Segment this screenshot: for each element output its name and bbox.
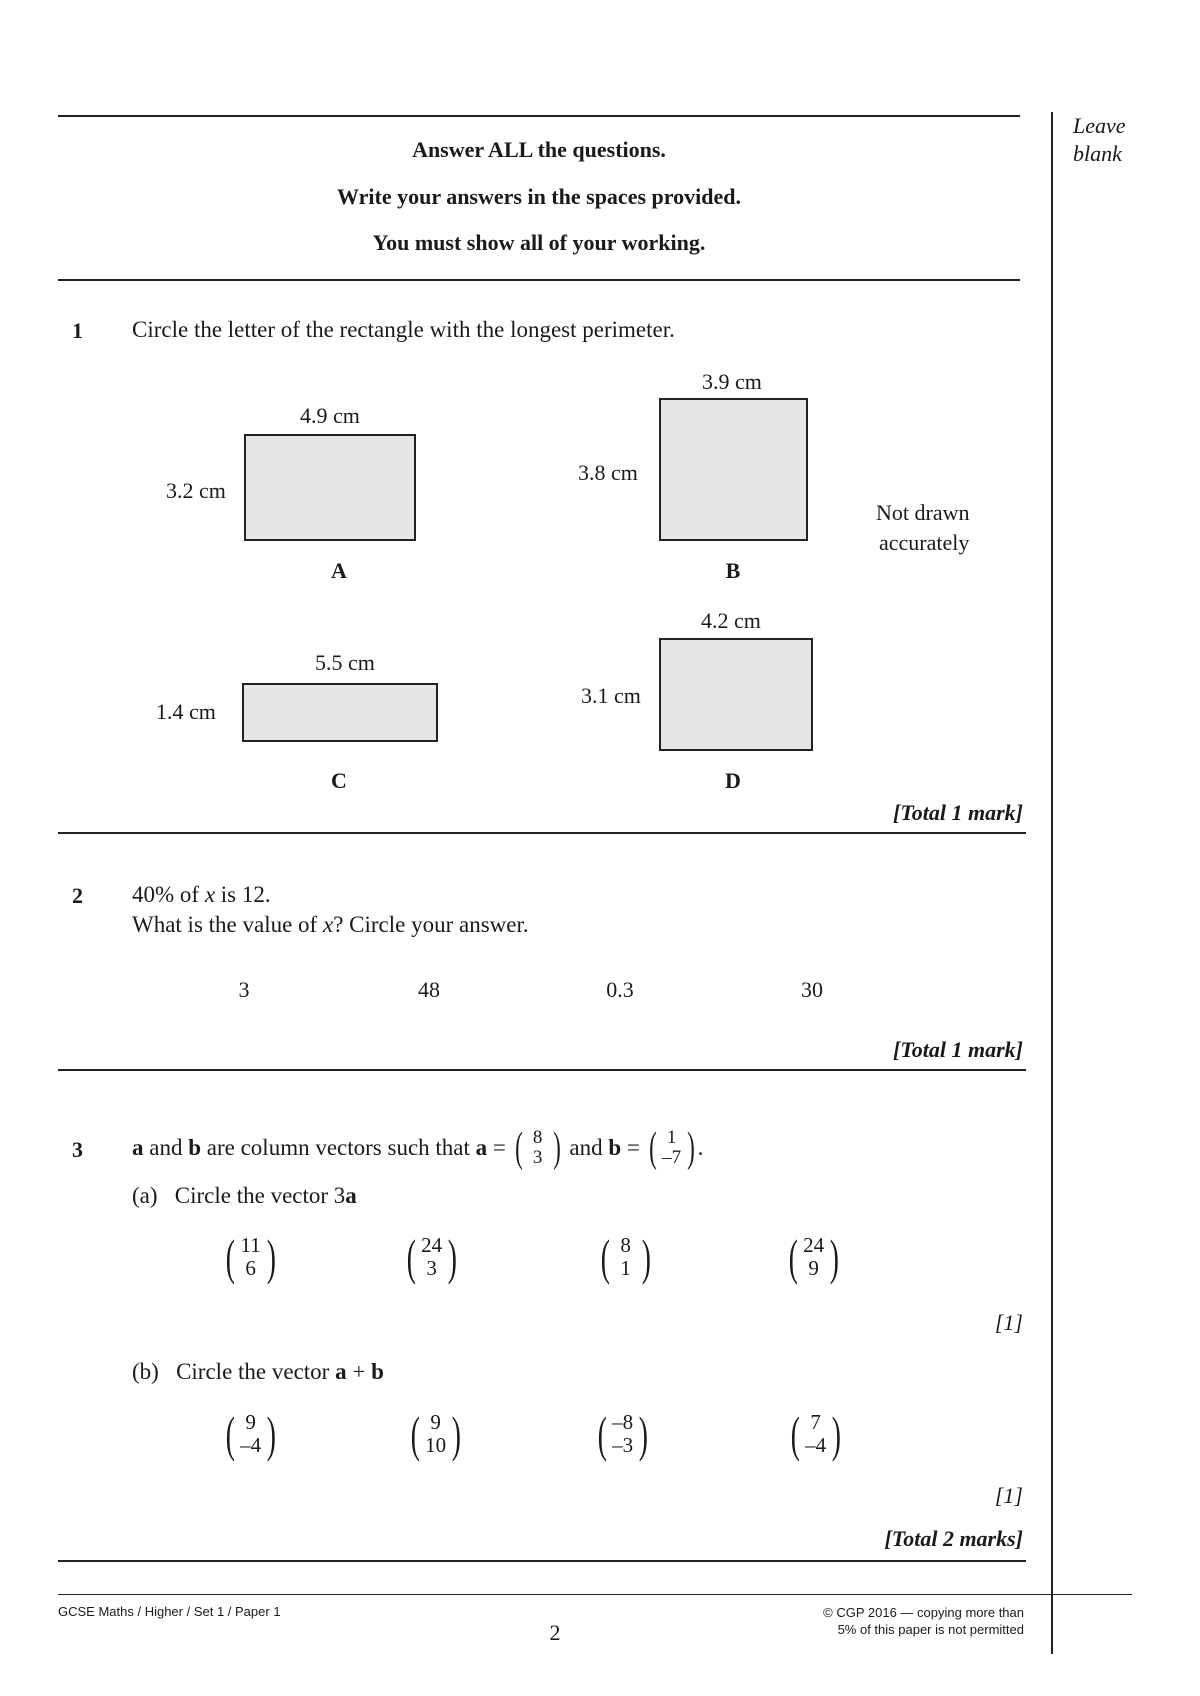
rect-d-width: 4.2 cm bbox=[701, 608, 761, 633]
instruction-2: Write your answers in the spaces provided. bbox=[337, 184, 741, 209]
top-rule bbox=[58, 115, 1020, 117]
footer-copyright bbox=[823, 1604, 1024, 1638]
left-paren-icon: ( bbox=[788, 1229, 798, 1285]
q3b-bold-a: a bbox=[335, 1359, 347, 1384]
vector-top: 7 bbox=[810, 1410, 821, 1434]
rect-a-width: 4.9 cm bbox=[300, 403, 360, 428]
rect-c[interactable] bbox=[242, 683, 438, 742]
q3b-prompt: Circle the vector bbox=[176, 1359, 336, 1384]
q3-period: . bbox=[697, 1135, 704, 1160]
q1-bottom-rule bbox=[58, 832, 1026, 834]
q3b-option-4[interactable] bbox=[787, 1406, 844, 1462]
rect-c-width: 5.5 cm bbox=[315, 650, 375, 675]
q3-eq-1: = bbox=[487, 1135, 512, 1160]
q3b-option-1[interactable] bbox=[222, 1406, 279, 1462]
vector-b-top: 1 bbox=[666, 1127, 677, 1148]
footer-copyright-line2: 5% of this paper is not permitted bbox=[837, 1622, 1024, 1637]
vector-a-bottom: 3 bbox=[532, 1147, 543, 1168]
instruction-3: You must show all of your working. bbox=[372, 230, 706, 255]
rect-d-letter[interactable]: D bbox=[725, 768, 741, 793]
vector-bottom: –3 bbox=[612, 1433, 634, 1457]
q3-number: 3 bbox=[72, 1137, 83, 1162]
instructions-bottom-rule bbox=[58, 279, 1020, 281]
right-paren-icon: ) bbox=[641, 1229, 651, 1285]
left-paren-icon: ( bbox=[600, 1229, 610, 1285]
q3b-text bbox=[132, 1357, 384, 1387]
q2-bottom-rule bbox=[58, 1069, 1026, 1071]
vector-top: 11 bbox=[240, 1233, 261, 1257]
q3a-option-2[interactable] bbox=[403, 1229, 460, 1285]
footer-copyright-line1: © CGP 2016 — copying more than bbox=[823, 1605, 1024, 1620]
left-paren-icon: ( bbox=[410, 1406, 420, 1462]
vector-top: 8 bbox=[620, 1233, 631, 1257]
vector-top: 9 bbox=[430, 1410, 441, 1434]
vector-top: 24 bbox=[421, 1233, 443, 1257]
vector-bottom: 10 bbox=[425, 1433, 447, 1457]
margin-rule bbox=[1051, 112, 1053, 1654]
q2-line1-post: is 12. bbox=[215, 882, 271, 907]
vector-b bbox=[646, 1127, 698, 1169]
q2-var-x2: x bbox=[322, 912, 334, 937]
instruction-1: Answer ALL the questions. bbox=[412, 137, 666, 162]
q3b-option-3[interactable] bbox=[594, 1406, 651, 1462]
vector-b-bottom: –7 bbox=[662, 1147, 682, 1168]
q2-line2-post: ? Circle your answer. bbox=[333, 912, 529, 937]
q3b-bold-b: b bbox=[371, 1359, 384, 1384]
rect-b-width: 3.9 cm bbox=[702, 369, 762, 394]
vector-bottom: –4 bbox=[805, 1433, 827, 1457]
q3b-option-2[interactable] bbox=[407, 1406, 464, 1462]
q3a-prompt: Circle the vector 3 bbox=[174, 1183, 346, 1208]
left-paren-icon: ( bbox=[597, 1406, 607, 1462]
leave-text: Leave bbox=[1073, 113, 1126, 138]
not-drawn-note-1: Not drawn bbox=[876, 500, 970, 525]
rect-d-height: 3.1 cm bbox=[581, 683, 641, 708]
q3a-label: (a) bbox=[132, 1183, 158, 1208]
right-paren-icon: ) bbox=[266, 1406, 276, 1462]
q3-stem bbox=[132, 1118, 703, 1178]
left-paren-icon: ( bbox=[514, 1125, 523, 1171]
q3a-option-3[interactable] bbox=[597, 1229, 654, 1285]
q2-option[interactable]: 3 bbox=[238, 977, 250, 1002]
q3a-option-4[interactable] bbox=[785, 1229, 842, 1285]
q3-total-marks: [Total 2 marks] bbox=[884, 1526, 1023, 1551]
left-paren-icon: ( bbox=[406, 1229, 416, 1285]
q3-eq-2: = bbox=[621, 1135, 646, 1160]
right-paren-icon: ) bbox=[638, 1406, 648, 1462]
rect-b-letter[interactable]: B bbox=[725, 558, 741, 583]
q3-and-2: and bbox=[563, 1135, 609, 1160]
not-drawn-note-2: accurately bbox=[879, 530, 970, 555]
vector-bottom: 1 bbox=[620, 1256, 631, 1280]
footer-series: GCSE Maths / Higher / Set 1 / Paper 1 bbox=[58, 1604, 281, 1619]
q2-line2 bbox=[132, 910, 529, 940]
q1-text: Circle the letter of the rectangle with the longest perimeter. bbox=[132, 317, 675, 342]
vector-top: 9 bbox=[245, 1410, 256, 1434]
vector-top: 24 bbox=[803, 1233, 825, 1257]
rect-a-height: 3.2 cm bbox=[166, 478, 226, 503]
page-number: 2 bbox=[549, 1620, 561, 1645]
rect-d[interactable] bbox=[659, 638, 813, 751]
rect-c-letter[interactable]: C bbox=[331, 768, 347, 793]
q2-line2-pre: What is the value of bbox=[132, 912, 323, 937]
q2-line1 bbox=[132, 880, 271, 910]
q2-line1-pre: 40% of bbox=[132, 882, 205, 907]
leave-blank-label bbox=[1073, 112, 1126, 168]
q3-bottom-rule bbox=[58, 1560, 1026, 1562]
vector-a bbox=[512, 1127, 564, 1169]
q3a-mark: [1] bbox=[994, 1310, 1023, 1335]
q3-stem-mid: are column vectors such that bbox=[201, 1135, 476, 1160]
q2-var-x: x bbox=[204, 882, 216, 907]
vector-top: –8 bbox=[612, 1410, 634, 1434]
q2-option[interactable]: 0.3 bbox=[606, 977, 634, 1002]
left-paren-icon: ( bbox=[225, 1229, 235, 1285]
left-paren-icon: ( bbox=[790, 1406, 800, 1462]
right-paren-icon: ) bbox=[686, 1125, 695, 1171]
right-paren-icon: ) bbox=[447, 1229, 457, 1285]
q3b-label: (b) bbox=[132, 1359, 159, 1384]
q2-number: 2 bbox=[72, 883, 83, 908]
rect-c-height: 1.4 cm bbox=[156, 699, 216, 724]
q3-b-bold: b bbox=[188, 1135, 202, 1160]
right-paren-icon: ) bbox=[831, 1406, 841, 1462]
blank-text: blank bbox=[1073, 141, 1122, 166]
q3-a-label: a bbox=[475, 1135, 488, 1160]
vector-a-top: 8 bbox=[532, 1127, 543, 1148]
rect-a-letter[interactable]: A bbox=[331, 558, 347, 583]
left-paren-icon: ( bbox=[225, 1406, 235, 1462]
q3-b-label: b bbox=[608, 1135, 622, 1160]
rect-b-height: 3.8 cm bbox=[578, 460, 638, 485]
q1-number: 1 bbox=[72, 318, 83, 343]
q2-option[interactable]: 48 bbox=[418, 977, 440, 1002]
q3b-mark: [1] bbox=[994, 1483, 1023, 1508]
rect-b[interactable] bbox=[659, 398, 808, 541]
q3b-plus: + bbox=[346, 1359, 372, 1384]
q2-option[interactable]: 30 bbox=[801, 977, 823, 1002]
q1-total-marks: [Total 1 mark] bbox=[893, 800, 1023, 825]
vector-bottom: –4 bbox=[240, 1433, 262, 1457]
q3-a-bold: a bbox=[132, 1135, 144, 1160]
q3-and-1: and bbox=[143, 1135, 189, 1160]
vector-bottom: 6 bbox=[245, 1256, 256, 1280]
right-paren-icon: ) bbox=[451, 1406, 461, 1462]
right-paren-icon: ) bbox=[829, 1229, 839, 1285]
left-paren-icon: ( bbox=[648, 1125, 657, 1171]
right-paren-icon: ) bbox=[266, 1229, 276, 1285]
vector-bottom: 3 bbox=[426, 1256, 437, 1280]
vector-bottom: 9 bbox=[808, 1256, 819, 1280]
right-paren-icon: ) bbox=[552, 1125, 561, 1171]
footer-rule bbox=[58, 1594, 1132, 1595]
q3a-bold-a: a bbox=[345, 1183, 357, 1208]
rect-a[interactable] bbox=[244, 434, 416, 541]
q3a-option-1[interactable] bbox=[222, 1229, 279, 1285]
q2-total-marks: [Total 1 mark] bbox=[893, 1037, 1023, 1062]
q3a-text bbox=[132, 1181, 357, 1211]
